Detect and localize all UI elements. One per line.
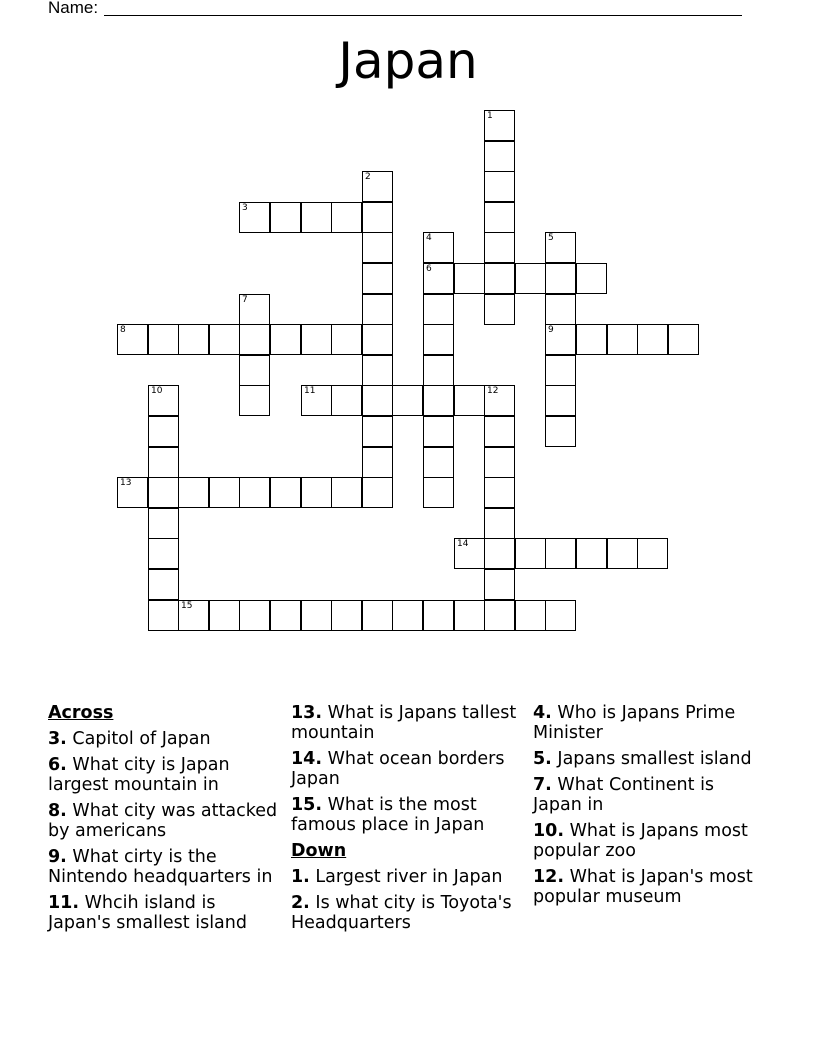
grid-cell[interactable] [423,263,454,294]
grid-cell[interactable] [362,355,393,386]
page-title: Japan [338,32,478,90]
grid-cell[interactable] [484,202,515,233]
grid-cell[interactable] [484,538,515,569]
grid-cell[interactable] [362,477,393,508]
grid-cell[interactable] [239,202,270,233]
grid-cell[interactable] [576,538,607,569]
grid-cell[interactable] [454,385,485,416]
clue-down-5: 5. Japans smallest island [533,749,752,769]
grid-cell[interactable] [637,538,668,569]
grid-cell[interactable] [362,324,393,355]
cell-number: 10 [151,386,163,396]
grid-cell[interactable] [362,447,393,478]
grid-cell[interactable] [239,324,270,355]
clue-across-15: 15. What is the most famous place in Japan [291,795,485,835]
clue-across-3: 3. Capitol of Japan [48,729,211,749]
grid-cell[interactable] [484,141,515,172]
grid-cell[interactable] [423,447,454,478]
grid-cell[interactable] [148,508,179,539]
grid-cell[interactable] [423,600,454,631]
grid-cell[interactable] [239,294,270,325]
grid-cell[interactable] [423,416,454,447]
grid-cell[interactable] [515,538,546,569]
grid-cell[interactable] [148,324,179,355]
grid-cell[interactable] [362,385,393,416]
grid-cell[interactable] [454,263,485,294]
cell-number: 8 [120,325,126,335]
grid-cell[interactable] [545,355,576,386]
grid-cell[interactable] [270,600,301,631]
grid-cell[interactable] [484,416,515,447]
clue-down-12: 12. What is Japan's most popular museum [533,867,753,907]
grid-cell[interactable] [392,600,423,631]
across-header: Across [48,703,114,723]
grid-cell[interactable] [484,477,515,508]
grid-cell[interactable] [209,477,240,508]
cell-number: 9 [548,325,554,335]
cell-number: 14 [457,539,469,549]
grid-cell[interactable] [576,263,607,294]
grid-cell[interactable] [301,477,332,508]
grid-cell[interactable] [178,600,209,631]
grid-cell[interactable] [484,110,515,141]
grid-cell[interactable] [362,416,393,447]
grid-cell[interactable] [301,202,332,233]
grid-cell[interactable] [545,294,576,325]
grid-cell[interactable] [423,294,454,325]
grid-cell[interactable] [545,416,576,447]
grid-cell[interactable] [484,447,515,478]
grid-cell[interactable] [148,416,179,447]
grid-cell[interactable] [545,385,576,416]
cell-number: 1 [487,111,493,121]
grid-cell[interactable] [484,600,515,631]
grid-cell[interactable] [423,477,454,508]
cell-number: 15 [181,601,193,611]
clue-across-6: 6. What city is Japan largest mountain in [48,755,230,795]
grid-cell[interactable] [148,477,179,508]
grid-cell[interactable] [607,324,638,355]
grid-cell[interactable] [515,263,546,294]
grid-cell[interactable] [331,600,362,631]
clue-across-14: 14. What ocean borders Japan [291,749,505,789]
grid-cell[interactable] [178,477,209,508]
grid-cell[interactable] [362,171,393,202]
grid-cell[interactable] [637,324,668,355]
grid-cell[interactable] [362,294,393,325]
cell-number: 4 [426,233,432,243]
grid-cell[interactable] [301,324,332,355]
grid-cell[interactable] [239,385,270,416]
cell-number: 3 [242,203,248,213]
cell-number: 11 [304,386,316,396]
cell-number: 13 [120,478,132,488]
grid-cell[interactable] [117,477,148,508]
grid-cell[interactable] [484,508,515,539]
grid-cell[interactable] [545,538,576,569]
grid-cell[interactable] [239,600,270,631]
grid-cell[interactable] [148,385,179,416]
grid-cell[interactable] [484,171,515,202]
grid-cell[interactable] [454,600,485,631]
cell-number: 12 [487,386,499,396]
name-label: Name: [48,0,99,17]
grid-cell[interactable] [239,477,270,508]
grid-cell[interactable] [331,477,362,508]
clue-down-1: 1. Largest river in Japan [291,867,503,887]
clue-down-10: 10. What is Japans most popular zoo [533,821,748,861]
grid-cell[interactable] [270,324,301,355]
grid-cell[interactable] [484,263,515,294]
grid-cell[interactable] [576,324,607,355]
grid-cell[interactable] [484,232,515,263]
grid-cell[interactable] [484,294,515,325]
grid-cell[interactable] [423,385,454,416]
grid-cell[interactable] [423,232,454,263]
grid-cell[interactable] [454,538,485,569]
grid-cell[interactable] [301,600,332,631]
grid-cell[interactable] [362,232,393,263]
cell-number: 2 [365,172,371,182]
grid-cell[interactable] [545,600,576,631]
grid-cell[interactable] [239,355,270,386]
grid-cell[interactable] [515,600,546,631]
grid-cell[interactable] [209,324,240,355]
grid-cell[interactable] [148,538,179,569]
grid-cell[interactable] [331,324,362,355]
grid-cell[interactable] [668,324,699,355]
clue-down-2: 2. Is what city is Toyota's Headquarters [291,893,512,933]
grid-cell[interactable] [331,385,362,416]
grid-cell[interactable] [148,569,179,600]
clues-column-3 [533,703,765,913]
clues-column-2 [291,703,523,939]
clue-across-13: 13. What is Japans tallest mountain [291,703,517,743]
grid-cell[interactable] [545,232,576,263]
clue-across-9: 9. What cirty is the Nintendo headquarters in [48,847,273,887]
grid-cell[interactable] [301,385,332,416]
grid-cell[interactable] [484,569,515,600]
grid-cell[interactable] [362,263,393,294]
grid-cell[interactable] [117,324,148,355]
clue-down-4: 4. Who is Japans Prime Minister [533,703,736,743]
grid-cell[interactable] [423,324,454,355]
grid-cell[interactable] [178,324,209,355]
grid-cell[interactable] [270,202,301,233]
cell-number: 6 [426,264,432,274]
grid-cell[interactable] [392,385,423,416]
grid-cell[interactable] [545,263,576,294]
clue-across-8: 8. What city was attacked by americans [48,801,278,841]
grid-cell[interactable] [362,202,393,233]
clue-down-7: 7. What Continent is Japan in [533,775,715,815]
cell-number: 5 [548,233,554,243]
grid-cell[interactable] [362,600,393,631]
grid-cell[interactable] [607,538,638,569]
grid-cell[interactable] [148,447,179,478]
clue-across-11: 11. Whcih island is Japan's smallest island [48,893,247,933]
clues-column-1 [48,703,280,939]
grid-cell[interactable] [148,600,179,631]
grid-cell[interactable] [545,324,576,355]
grid-cell[interactable] [484,385,515,416]
grid-cell[interactable] [423,355,454,386]
cell-number: 7 [242,295,248,305]
grid-cell[interactable] [270,477,301,508]
down-header: Down [291,841,347,861]
grid-cell[interactable] [331,202,362,233]
grid-cell[interactable] [209,600,240,631]
